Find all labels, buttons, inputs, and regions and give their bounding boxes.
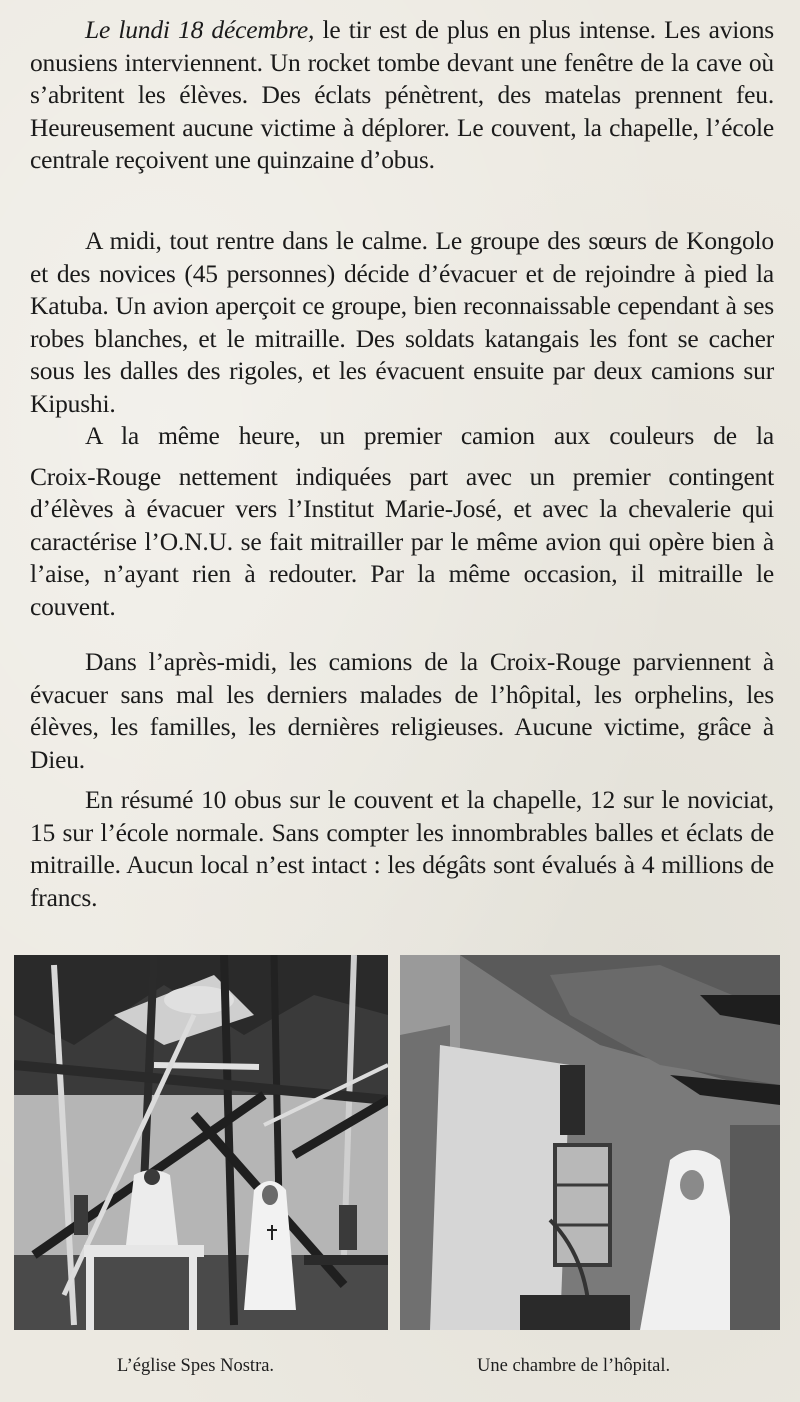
hospital-room-photo-image <box>400 955 780 1330</box>
paragraph-4-text: Dans l’après-midi, les camions de la Croix-Rouge parviennent à évacuer sans mal les derniers malades de l’hôpital, les orphelins, les élèves, les familles, les dernières religieuses. Aucune victime, grâce à Dieu. <box>30 647 774 774</box>
paragraph-1 <box>30 14 774 177</box>
paragraph-1-text: le tir est de plus en plus intense. Les avions onusiens interviennent. Un rocket tombe devant une fenêtre de la cave où s’abritent les élèves. Des éclats pénètrent, des matelas prennent feu. Heureusement aucune victime à déplorer. Le couvent, la chapelle, l’école centrale reçoivent une quinzaine d’obus. <box>30 15 774 174</box>
church-photo-caption: L’église Spes Nostra. <box>117 1356 275 1376</box>
hospital-photo-caption: Une chambre de l’hôpital. <box>477 1356 671 1376</box>
church-photo-image <box>14 955 388 1330</box>
paragraph-3 <box>30 420 774 623</box>
paragraph-4 <box>30 646 774 776</box>
paragraph-3-text: Croix-Rouge nettement indiquées part avec un premier contingent d’élèves à évacuer vers l’Institut Marie-José, et avec la chevalerie qui caractérise l’O.N.U. se fait mitrailler par le même avion qui opère bien à l’aise, n’ayant rien à redouter. Par la même occasion, il mitraille le couvent. <box>30 461 774 621</box>
paragraph-2 <box>30 225 774 420</box>
paragraph-2-text: A midi, tout rentre dans le calme. Le groupe des sœurs de Kongolo et des novices (45 personnes) décide d’évacuer et de rejoindre à pied la Katuba. Un avion aperçoit ce groupe, bien reconnaissable cependant à ses robes blanches, et le mitraille. Des soldats katangais les font se cacher sous les dalles des rigoles, et les évacuent ensuite par deux camions sur Kipushi. <box>30 226 774 418</box>
date-lead: Le lundi 18 décembre, <box>85 15 315 44</box>
hospital-room-photo <box>400 955 780 1330</box>
paragraph-3-first-line: A la même heure, un premier camion aux couleurs de la <box>85 421 774 450</box>
church-photo <box>14 955 388 1330</box>
paragraph-5-text: En résumé 10 obus sur le couvent et la chapelle, 12 sur le noviciat, 15 sur l’école normale. Sans compter les innombrables balles et éclats de mitraille. Aucun local n’est intact : les dégâts sont évalués à 4 millions de francs. <box>30 785 774 912</box>
paragraph-5 <box>30 784 774 914</box>
